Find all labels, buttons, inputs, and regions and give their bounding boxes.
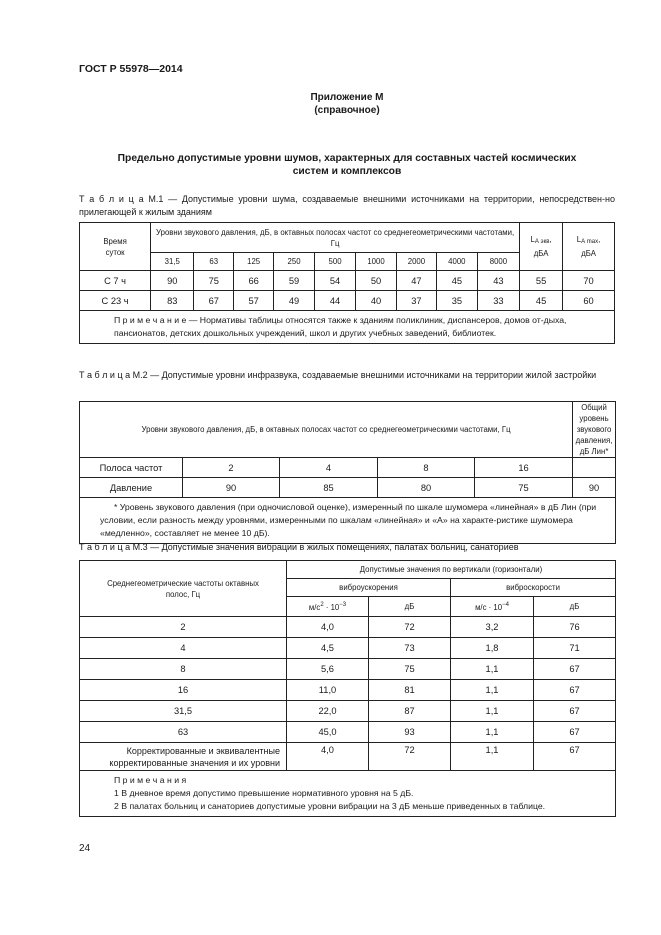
- t1-cell: 40: [356, 291, 397, 311]
- t3-row-label: 4: [80, 638, 287, 659]
- t1-cell: 43: [477, 271, 519, 291]
- table-row: [80, 458, 616, 478]
- table-row: [80, 743, 616, 771]
- t3-cell: 67: [534, 680, 616, 701]
- t3-cell: 67: [534, 701, 616, 722]
- t3-cell: 67: [534, 722, 616, 743]
- t1-cell: 75: [194, 271, 234, 291]
- t1-cell: 45: [520, 291, 563, 311]
- t3-cell: 81: [369, 680, 451, 701]
- t3-cell: 3,2: [451, 617, 534, 638]
- t1-freq: 250: [274, 253, 315, 271]
- t1-freq: 125: [234, 253, 274, 271]
- table2-caption: [79, 369, 615, 382]
- t1-note-text: — Нормативы таблицы относятся также к зданиям поликлиник, диспансеров, домов от-дыха, пансионатов, детских дошкольных учреждений, школ и других учебных заведений, библиотек.: [114, 315, 567, 338]
- t1-cell: 37: [396, 291, 436, 311]
- section-title-line2: систем и комплексов: [292, 166, 402, 177]
- t2-cell: 90: [183, 478, 280, 498]
- t3-cell: 1,1: [451, 722, 534, 743]
- t3-cell: 67: [534, 743, 616, 771]
- t3-cell: 93: [369, 722, 451, 743]
- t3-cell: 4,0: [287, 743, 369, 771]
- t3-cell: 1,8: [451, 638, 534, 659]
- t2-cell: 4: [280, 458, 378, 478]
- t3-cell: 72: [369, 617, 451, 638]
- table2-caption-text: — Допустимые уровни инфразвука, создаваемые внешними источниками на территории жилой застройки: [147, 370, 597, 380]
- t1-cell: 70: [563, 271, 615, 291]
- table-row: [80, 659, 616, 680]
- t1-cell: 33: [477, 291, 519, 311]
- page-number: 24: [79, 843, 91, 854]
- t2-cell: 85: [280, 478, 378, 498]
- t1-freq: 31,5: [151, 253, 194, 271]
- t1-cell: 59: [274, 271, 315, 291]
- t2-cell: 16: [475, 458, 573, 478]
- t3-col-vertical: Допустимые значения по вертикали (горизонтали): [287, 561, 616, 579]
- t2-cell-empty: [573, 458, 616, 478]
- table1-caption-prefix: Т а б л и ц а М.1: [79, 194, 164, 204]
- t3-note-1: 1 В дневное время допустимо превышение нормативного уровня на 5 дБ.: [114, 788, 414, 798]
- table-row: [80, 617, 616, 638]
- t3-row-label: 8: [80, 659, 287, 680]
- t1-cell: 49: [274, 291, 315, 311]
- table-row: [80, 701, 616, 722]
- t1-cell: 35: [436, 291, 477, 311]
- table3-caption-text: — Допустимые значения вибрации в жилых помещениях, палатах больниц, санаториев: [147, 542, 519, 552]
- t1-note-prefix: П р и м е ч а н и е: [114, 315, 187, 325]
- t3-row-label: 63: [80, 722, 287, 743]
- table-row: [80, 478, 616, 498]
- t1-cell: 57: [234, 291, 274, 311]
- t3-col-velocity: виброскорости: [451, 579, 616, 597]
- t3-notes: [80, 771, 616, 817]
- t2-cell: 8: [378, 458, 475, 478]
- t1-cell: 90: [151, 271, 194, 291]
- table1-caption: [79, 193, 615, 219]
- t1-col-time: Время суток: [80, 223, 151, 271]
- t1-cell: 54: [315, 271, 356, 291]
- t3-cell: 22,0: [287, 701, 369, 722]
- t3-row-label: 31,5: [80, 701, 287, 722]
- t2-cell-total: 90: [573, 478, 616, 498]
- table-m3: [79, 560, 616, 817]
- table-m2: [79, 401, 616, 544]
- table3-caption: [79, 541, 615, 554]
- table1-caption-text: — Допустимые уровни шума, создаваемые внешними источниками на территории, непосредствен-но прилегающей к жилым зданиям: [79, 194, 616, 217]
- section-title-line1: Предельно допустимые уровни шумов, характерных для составных частей космических: [117, 153, 577, 164]
- t3-cell: 1,1: [451, 680, 534, 701]
- t1-cell: 45: [436, 271, 477, 291]
- t1-row-label: С 23 ч: [80, 291, 151, 311]
- t1-cell: 67: [194, 291, 234, 311]
- t1-cell: 60: [563, 291, 615, 311]
- t3-unit-db: дБ: [369, 597, 451, 617]
- t1-col-lamax: $L_{А max}$, дБА: [563, 223, 615, 271]
- t3-notes-title: П р и м е ч а н и я: [114, 775, 187, 785]
- table-row: [80, 722, 616, 743]
- t3-note-2: 2 В палатах больниц и санаториев допустимые уровни вибрации на 3 дБ меньше приведенных в таблице.: [114, 801, 546, 811]
- t3-cell: 1,1: [451, 701, 534, 722]
- t3-corr-label: Корректированные и эквивалентные корректированные значения и их уровни: [80, 743, 287, 771]
- t3-cell: 72: [369, 743, 451, 771]
- t3-cell: 5,6: [287, 659, 369, 680]
- t3-cell: 1,1: [451, 743, 534, 771]
- t3-row-label: 2: [80, 617, 287, 638]
- t3-cell: 4,0: [287, 617, 369, 638]
- t1-freq: 63: [194, 253, 234, 271]
- table2-caption-prefix: Т а б л и ц а М.2: [79, 370, 148, 380]
- table-row: [80, 271, 615, 291]
- t3-cell: 67: [534, 659, 616, 680]
- t3-cell: 73: [369, 638, 451, 659]
- t2-cell: 75: [475, 478, 573, 498]
- t2-row-label: Давление: [80, 478, 183, 498]
- t3-cell: 75: [369, 659, 451, 680]
- t3-row-label: 16: [80, 680, 287, 701]
- t1-col-levels: Уровни звукового давления, дБ, в октавных полосах частот со среднегеометрическими частотами, Гц: [151, 223, 520, 253]
- t3-unit-vel: $м/с \cdot 10^{-4}$: [451, 597, 534, 617]
- t3-cell: 4,5: [287, 638, 369, 659]
- t3-cell: 87: [369, 701, 451, 722]
- table-row: [80, 291, 615, 311]
- t1-cell: 44: [315, 291, 356, 311]
- t1-note: [80, 311, 615, 344]
- t1-col-laeq: $L_{А экв}$, дБА: [520, 223, 563, 271]
- table-row: [80, 680, 616, 701]
- t2-cell: 2: [183, 458, 280, 478]
- t1-freq: 4000: [436, 253, 477, 271]
- t1-cell: 66: [234, 271, 274, 291]
- t3-col-freq: Среднегеометрические частоты октавных полос, Гц: [80, 561, 287, 617]
- t2-cell: 80: [378, 478, 475, 498]
- t3-unit-db: дБ: [534, 597, 616, 617]
- t2-col-total: Общий уровень звукового давления, дБ Лин*: [573, 402, 616, 458]
- t2-footnote: * Уровень звукового давления (при одночисловой оценке), измеренный по шкале шумомера «линейная» в дБ Лин (при условии, если разность между уровнями, измеренными по шкалам «линейная» и «А» на характе-ристике шумомера «медленно», составляет не менее 10 дБ).: [80, 498, 616, 544]
- table-row: [80, 638, 616, 659]
- t1-cell: 50: [356, 271, 397, 291]
- t3-cell: 11,0: [287, 680, 369, 701]
- t1-freq: 1000: [356, 253, 397, 271]
- table3-caption-prefix: Т а б л и ц а М.3: [79, 542, 148, 552]
- table-m1: [79, 222, 615, 344]
- t3-cell: 1,1: [451, 659, 534, 680]
- document-header: ГОСТ Р 55978—2014: [79, 63, 183, 75]
- t2-row-label: Полоса частот: [80, 458, 183, 478]
- t3-cell: 45,0: [287, 722, 369, 743]
- t1-freq: 500: [315, 253, 356, 271]
- t3-unit-accel: $м/с^2 \cdot 10^{-3}$: [287, 597, 369, 617]
- t1-freq: 2000: [396, 253, 436, 271]
- t3-col-accel: виброускорения: [287, 579, 451, 597]
- appendix-title: Приложение М: [310, 92, 384, 103]
- t2-col-levels: Уровни звукового давления, дБ, в октавных полосах частот со среднегеометрическими частотами, Гц: [80, 402, 573, 458]
- t1-row-label: С 7 ч: [80, 271, 151, 291]
- t3-cell: 76: [534, 617, 616, 638]
- t1-freq: 8000: [477, 253, 519, 271]
- appendix-subtitle: (справочное): [314, 105, 380, 116]
- t1-cell: 47: [396, 271, 436, 291]
- t3-cell: 71: [534, 638, 616, 659]
- t1-cell: 83: [151, 291, 194, 311]
- t1-cell: 55: [520, 271, 563, 291]
